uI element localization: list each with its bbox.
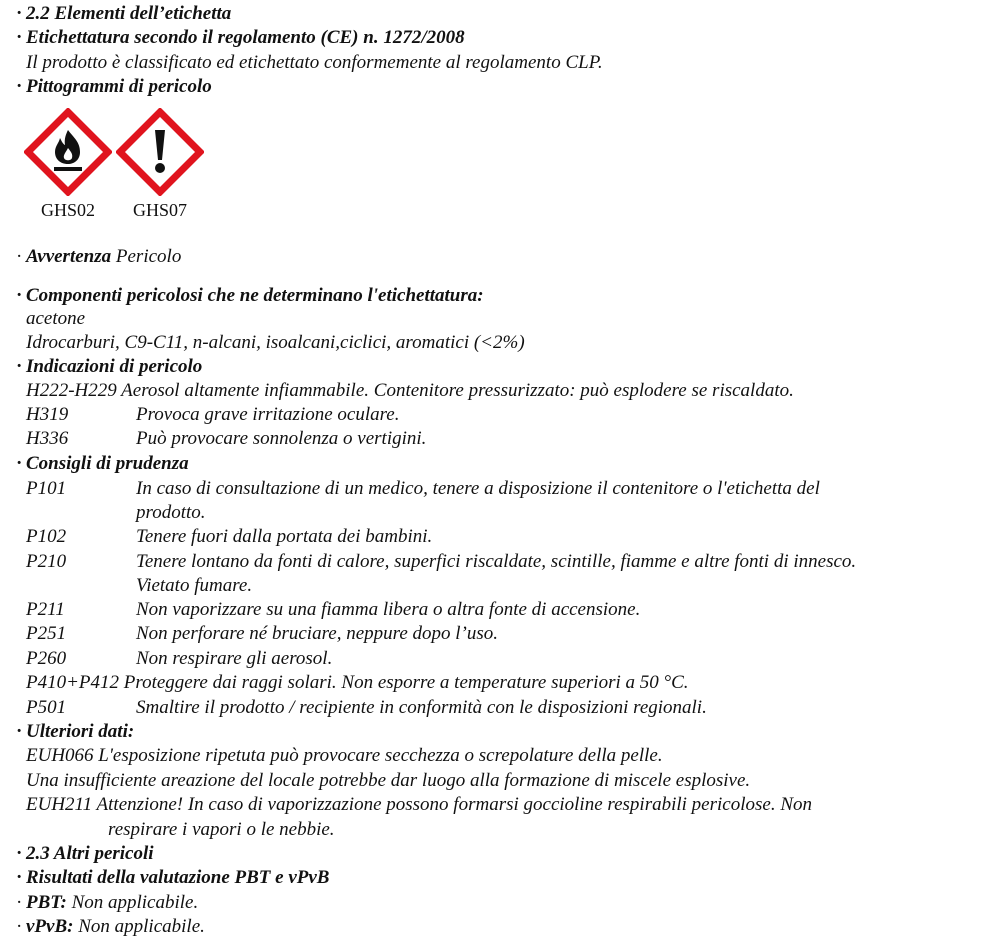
further-item: EUH211 Attenzione! In caso di vaporizzazione possono formarsi goccioline respirabili pericolose. Non bbox=[26, 794, 812, 815]
flame-icon bbox=[24, 108, 112, 196]
labelling-heading: · Etichettatura secondo il regolamento (CE) n. 1272/2008 bbox=[16, 27, 465, 48]
further-continuation: respirare i vapori o le nebbie. bbox=[108, 819, 335, 840]
further-heading: · Ulteriori dati: bbox=[16, 721, 135, 742]
labelling-text: Il prodotto è classificato ed etichettato conformemente al regolamento CLP. bbox=[26, 52, 603, 73]
further-item: Una insufficiente areazione del locale potrebbe dar luogo alla formazione di miscele esplosive. bbox=[26, 770, 751, 791]
signal-word: · Avvertenza Pericolo bbox=[16, 246, 182, 267]
section-2-2-heading: · 2.2 Elementi dell’etichetta bbox=[16, 3, 232, 24]
precaution-continuation: prodotto. bbox=[136, 502, 206, 523]
exclamation-icon bbox=[116, 108, 204, 196]
component-item: Idrocarburi, C9-C11, n-alcani, isoalcani,ciclici, aromatici (<2%) bbox=[26, 332, 525, 353]
hazard-statement: H222-H229 Aerosol altamente infiammabile. Contenitore pressurizzato: può esplodere se riscaldato. bbox=[26, 380, 794, 401]
section-2-3-heading: · 2.3 Altri pericoli bbox=[16, 843, 154, 864]
pictogram-ghs07: GHS07 bbox=[115, 108, 205, 221]
further-item: EUH066 L'esposizione ripetuta può provocare secchezza o screpolature della pelle. bbox=[26, 745, 663, 766]
precaution-continuation: Vietato fumare. bbox=[136, 575, 253, 596]
pbt-heading: · Risultati della valutazione PBT e vPvB bbox=[16, 867, 330, 888]
hazard-heading: · Indicazioni di pericolo bbox=[16, 356, 203, 377]
pictogram-ghs02: GHS02 bbox=[23, 108, 113, 221]
component-item: acetone bbox=[26, 308, 86, 329]
pbt-result: · PBT: Non applicabile. bbox=[16, 892, 199, 913]
precaution-heading: · Consigli di prudenza bbox=[16, 453, 189, 474]
pictograms-heading: · Pittogrammi di pericolo bbox=[16, 76, 212, 97]
precaution-statement: P410+P412 Proteggere dai raggi solari. Non esporre a temperature superiori a 50 °C. bbox=[26, 672, 689, 693]
components-heading: · Componenti pericolosi che ne determinano l'etichettatura: bbox=[16, 285, 484, 306]
vpvb-result: · vPvB: Non applicabile. bbox=[16, 916, 205, 937]
